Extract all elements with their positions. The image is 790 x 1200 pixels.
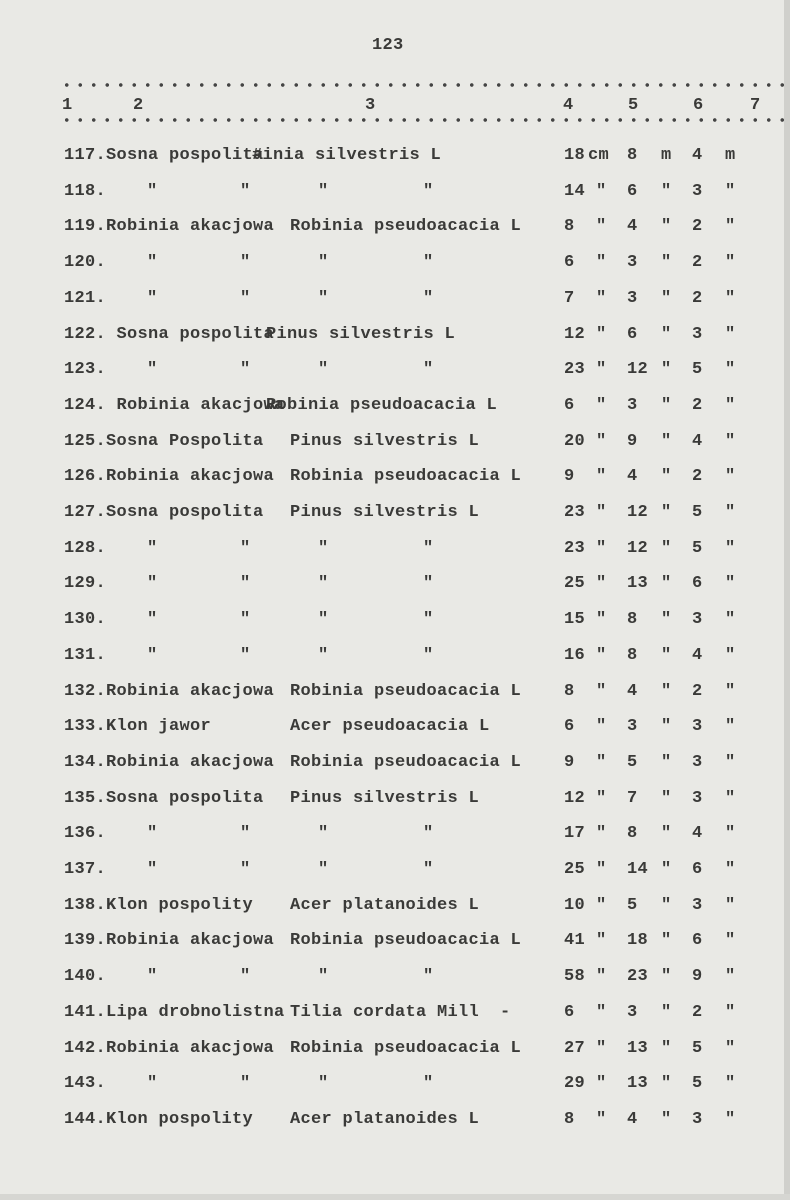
unit-mark: "	[725, 1109, 736, 1129]
value-col-5: 5	[627, 895, 638, 915]
ditto-mark: "	[423, 574, 434, 594]
ditto-mark: "	[318, 574, 329, 594]
unit-mark: m	[661, 146, 672, 165]
value-col-5: 23	[627, 967, 649, 987]
page-bottom-edge	[0, 1194, 790, 1200]
unit-mark: "	[596, 681, 607, 701]
unit-mark: "	[661, 931, 672, 951]
unit-mark: "	[661, 467, 672, 487]
row-number: 142.	[64, 1038, 107, 1058]
polish-name: Sosna pospolita	[106, 324, 275, 344]
ditto-mark: "	[240, 288, 251, 308]
value-col-4: 6	[564, 717, 575, 737]
ditto-mark: "	[147, 360, 158, 380]
row-number: 141.	[64, 1002, 107, 1022]
unit-mark: "	[596, 788, 607, 808]
ditto-mark: "	[423, 860, 434, 879]
value-col-5: 13	[627, 574, 649, 594]
unit-mark: "	[596, 860, 607, 879]
ditto-mark: "	[423, 538, 434, 558]
ditto-mark: "	[240, 860, 251, 879]
unit-mark: "	[596, 360, 607, 380]
value-col-6: 6	[692, 860, 703, 879]
unit-mark: "	[596, 895, 607, 915]
value-col-6: 3	[692, 717, 703, 737]
value-col-6: 3	[692, 788, 703, 808]
ditto-mark: "	[318, 824, 329, 844]
unit-mark: "	[725, 360, 736, 380]
page-number: 123	[372, 36, 404, 55]
latin-name: Pinus silvestris L	[266, 324, 456, 344]
unit-mark: "	[725, 788, 736, 808]
row-number: 136.	[64, 824, 107, 844]
polish-name: Robinia akacjowa	[106, 752, 275, 772]
unit-mark: "	[596, 645, 607, 665]
value-col-6: 3	[692, 1109, 703, 1129]
value-col-4: 9	[564, 467, 575, 487]
value-col-4: 18	[564, 146, 586, 165]
unit-mark: "	[725, 503, 736, 522]
page-edge	[784, 0, 790, 1200]
ditto-mark: "	[147, 610, 158, 630]
row-number: 122.	[64, 324, 107, 344]
unit-mark: "	[725, 538, 736, 558]
column-header-4: 4	[563, 96, 574, 115]
ditto-mark: "	[147, 824, 158, 844]
ditto-mark: "	[147, 288, 158, 308]
value-col-4: 27	[564, 1038, 586, 1058]
value-col-6: 2	[692, 395, 703, 415]
latin-name: Robinia pseudoacacia L	[266, 395, 498, 415]
value-col-5: 12	[627, 360, 649, 380]
ditto-mark: "	[318, 181, 329, 201]
column-header-5: 5	[628, 96, 639, 115]
value-col-6: 5	[692, 360, 703, 380]
value-col-4: 8	[564, 217, 575, 237]
unit-mark: "	[596, 538, 607, 558]
polish-name: Robinia akacjowa	[106, 217, 275, 237]
value-col-4: 23	[564, 360, 586, 380]
latin-name: Robinia pseudoacacia L	[290, 681, 522, 701]
ditto-mark: "	[240, 967, 251, 987]
value-col-6: 5	[692, 1074, 703, 1094]
latin-name: Pinus silvestris L	[290, 788, 480, 808]
value-col-6: 4	[692, 146, 703, 165]
ditto-mark: "	[240, 538, 251, 558]
unit-mark: "	[661, 538, 672, 558]
polish-name: Lipa drobnolistna	[106, 1002, 285, 1022]
latin-name: Acer pseudoacacia L	[290, 717, 490, 737]
ditto-mark: "	[240, 824, 251, 844]
value-col-4: 25	[564, 860, 586, 879]
row-number: 143.	[64, 1074, 107, 1094]
value-col-5: 13	[627, 1074, 649, 1094]
row-number: 135.	[64, 788, 107, 808]
column-header-2: 2	[133, 96, 144, 115]
value-col-4: 8	[564, 681, 575, 701]
value-col-5: 3	[627, 253, 638, 273]
unit-mark: "	[596, 181, 607, 201]
unit-mark: "	[725, 181, 736, 201]
unit-mark: "	[725, 752, 736, 772]
unit-mark: "	[596, 931, 607, 951]
unit-mark: "	[725, 895, 736, 915]
unit-mark: "	[725, 681, 736, 701]
value-col-5: 12	[627, 538, 649, 558]
value-col-6: 2	[692, 217, 703, 237]
unit-mark: "	[661, 503, 672, 522]
value-col-4: 12	[564, 788, 586, 808]
latin-name: #inia silvestris L	[252, 146, 442, 165]
value-col-4: 29	[564, 1074, 586, 1094]
value-col-5: 14	[627, 860, 649, 879]
value-col-4: 12	[564, 324, 586, 344]
value-col-6: 5	[692, 503, 703, 522]
value-col-6: 6	[692, 574, 703, 594]
value-col-5: 8	[627, 610, 638, 630]
unit-mark: "	[725, 824, 736, 844]
unit-mark: "	[661, 1038, 672, 1058]
value-col-4: 25	[564, 574, 586, 594]
ditto-mark: "	[240, 610, 251, 630]
value-col-5: 18	[627, 931, 649, 951]
ditto-mark: "	[147, 967, 158, 987]
value-col-6: 3	[692, 324, 703, 344]
unit-mark: "	[661, 574, 672, 594]
ditto-mark: "	[147, 253, 158, 273]
latin-name: Robinia pseudoacacia L	[290, 217, 522, 237]
row-number: 117.	[64, 146, 107, 165]
value-col-5: 3	[627, 288, 638, 308]
dotted-rule-bottom	[60, 118, 785, 122]
value-col-4: 17	[564, 824, 586, 844]
value-col-5: 12	[627, 503, 649, 522]
unit-mark: "	[725, 253, 736, 273]
value-col-5: 7	[627, 788, 638, 808]
latin-name: Acer platanoides L	[290, 895, 480, 915]
latin-name: Robinia pseudoacacia L	[290, 1038, 522, 1058]
unit-mark: "	[596, 431, 607, 451]
polish-name: Robinia akacjowa	[106, 681, 275, 701]
unit-mark: "	[725, 431, 736, 451]
polish-name: Robinia akacjowa	[106, 467, 275, 487]
ditto-mark: "	[318, 1074, 329, 1094]
value-col-6: 4	[692, 431, 703, 451]
value-col-5: 8	[627, 146, 638, 165]
ditto-mark: "	[240, 1074, 251, 1094]
unit-mark: "	[725, 931, 736, 951]
unit-mark: "	[725, 610, 736, 630]
ditto-mark: "	[318, 610, 329, 630]
unit-mark: "	[661, 967, 672, 987]
unit-mark: "	[661, 324, 672, 344]
value-col-6: 5	[692, 538, 703, 558]
ditto-mark: "	[318, 645, 329, 665]
value-col-4: 6	[564, 1002, 575, 1022]
unit-mark: "	[725, 967, 736, 987]
polish-name: Sosna pospolita	[106, 146, 264, 165]
unit-mark: "	[661, 431, 672, 451]
row-number: 119.	[64, 217, 107, 237]
unit-mark: "	[725, 1074, 736, 1094]
unit-mark: "	[596, 1002, 607, 1022]
ditto-mark: "	[423, 360, 434, 380]
latin-name: Pinus silvestris L	[290, 503, 480, 522]
unit-mark: "	[661, 395, 672, 415]
value-col-4: 15	[564, 610, 586, 630]
value-col-5: 4	[627, 1109, 638, 1129]
value-col-4: 9	[564, 752, 575, 772]
row-number: 144.	[64, 1109, 107, 1129]
row-number: 127.	[64, 503, 107, 522]
unit-mark: "	[661, 895, 672, 915]
value-col-4: 8	[564, 1109, 575, 1129]
unit-mark: "	[661, 860, 672, 879]
polish-name: Sosna pospolita	[106, 503, 264, 522]
row-number: 120.	[64, 253, 107, 273]
row-number: 126.	[64, 467, 107, 487]
unit-mark: "	[725, 645, 736, 665]
unit-mark: "	[725, 467, 736, 487]
ditto-mark: "	[318, 288, 329, 308]
value-col-4: 6	[564, 253, 575, 273]
polish-name: Klon pospolity	[106, 1109, 254, 1129]
row-number: 124.	[64, 395, 107, 415]
ditto-mark: "	[147, 860, 158, 879]
unit-mark: "	[596, 503, 607, 522]
value-col-5: 13	[627, 1038, 649, 1058]
ditto-mark: "	[423, 645, 434, 665]
latin-name: Tilia cordata Mill -	[290, 1002, 511, 1022]
unit-mark: "	[596, 717, 607, 737]
unit-mark: "	[596, 395, 607, 415]
unit-mark: "	[725, 217, 736, 237]
unit-mark: "	[661, 752, 672, 772]
ditto-mark: "	[423, 967, 434, 987]
value-col-4: 23	[564, 538, 586, 558]
unit-mark: cm	[588, 146, 610, 165]
value-col-6: 3	[692, 752, 703, 772]
unit-mark: "	[596, 610, 607, 630]
unit-mark: "	[596, 253, 607, 273]
unit-mark: "	[596, 217, 607, 237]
unit-mark: "	[596, 324, 607, 344]
unit-mark: "	[596, 752, 607, 772]
unit-mark: "	[661, 610, 672, 630]
value-col-5: 5	[627, 752, 638, 772]
unit-mark: "	[661, 645, 672, 665]
ditto-mark: "	[423, 288, 434, 308]
row-number: 132.	[64, 681, 107, 701]
value-col-6: 2	[692, 1002, 703, 1022]
value-col-6: 2	[692, 681, 703, 701]
unit-mark: "	[596, 967, 607, 987]
unit-mark: "	[596, 1074, 607, 1094]
polish-name: Robinia akacjowa	[106, 395, 285, 415]
row-number: 118.	[64, 181, 107, 201]
ditto-mark: "	[147, 1074, 158, 1094]
ditto-mark: "	[240, 574, 251, 594]
unit-mark: "	[596, 824, 607, 844]
ditto-mark: "	[423, 824, 434, 844]
dotted-rule-top	[60, 83, 785, 87]
value-col-6: 2	[692, 467, 703, 487]
row-number: 130.	[64, 610, 107, 630]
unit-mark: "	[725, 288, 736, 308]
unit-mark: "	[661, 1074, 672, 1094]
polish-name: Robinia akacjowa	[106, 1038, 275, 1058]
value-col-6: 2	[692, 288, 703, 308]
value-col-6: 6	[692, 931, 703, 951]
row-number: 129.	[64, 574, 107, 594]
latin-name: Robinia pseudoacacia L	[290, 752, 522, 772]
row-number: 139.	[64, 931, 107, 951]
ditto-mark: "	[318, 860, 329, 879]
ditto-mark: "	[240, 645, 251, 665]
unit-mark: "	[661, 217, 672, 237]
unit-mark: "	[725, 1038, 736, 1058]
value-col-6: 3	[692, 181, 703, 201]
unit-mark: "	[596, 1038, 607, 1058]
row-number: 133.	[64, 717, 107, 737]
unit-mark: m	[725, 146, 736, 165]
value-col-4: 7	[564, 288, 575, 308]
unit-mark: "	[725, 324, 736, 344]
ditto-mark: "	[423, 1074, 434, 1094]
unit-mark: "	[725, 574, 736, 594]
polish-name: Robinia akacjowa	[106, 931, 275, 951]
row-number: 128.	[64, 538, 107, 558]
ditto-mark: "	[147, 181, 158, 201]
value-col-6: 4	[692, 824, 703, 844]
ditto-mark: "	[318, 967, 329, 987]
unit-mark: "	[661, 181, 672, 201]
polish-name: Sosna pospolita	[106, 788, 264, 808]
polish-name: Klon jawor	[106, 717, 212, 737]
ditto-mark: "	[423, 253, 434, 273]
value-col-5: 8	[627, 824, 638, 844]
value-col-5: 8	[627, 645, 638, 665]
value-col-5: 3	[627, 1002, 638, 1022]
value-col-5: 3	[627, 717, 638, 737]
ditto-mark: "	[240, 360, 251, 380]
unit-mark: "	[596, 574, 607, 594]
unit-mark: "	[661, 717, 672, 737]
row-number: 131.	[64, 645, 107, 665]
unit-mark: "	[661, 360, 672, 380]
unit-mark: "	[661, 1002, 672, 1022]
ditto-mark: "	[423, 610, 434, 630]
ditto-mark: "	[147, 574, 158, 594]
column-header-1: 1	[62, 96, 73, 115]
unit-mark: "	[725, 1002, 736, 1022]
column-header-3: 3	[365, 96, 376, 115]
value-col-6: 9	[692, 967, 703, 987]
value-col-4: 41	[564, 931, 586, 951]
unit-mark: "	[596, 467, 607, 487]
latin-name: Pinus silvestris L	[290, 431, 480, 451]
ditto-mark: "	[147, 538, 158, 558]
unit-mark: "	[596, 288, 607, 308]
value-col-4: 23	[564, 503, 586, 522]
ditto-mark: "	[318, 253, 329, 273]
ditto-mark: "	[318, 360, 329, 380]
unit-mark: "	[661, 788, 672, 808]
value-col-4: 58	[564, 967, 586, 987]
ditto-mark: "	[423, 181, 434, 201]
value-col-6: 4	[692, 645, 703, 665]
value-col-6: 5	[692, 1038, 703, 1058]
value-col-4: 14	[564, 181, 586, 201]
latin-name: Robinia pseudoacacia L	[290, 931, 522, 951]
row-number: 137.	[64, 860, 107, 879]
value-col-5: 4	[627, 467, 638, 487]
value-col-4: 20	[564, 431, 586, 451]
unit-mark: "	[725, 717, 736, 737]
row-number: 125.	[64, 431, 107, 451]
value-col-6: 3	[692, 895, 703, 915]
value-col-6: 2	[692, 253, 703, 273]
row-number: 140.	[64, 967, 107, 987]
unit-mark: "	[725, 860, 736, 879]
column-header-6: 6	[693, 96, 704, 115]
column-header-7: 7	[750, 96, 761, 115]
value-col-5: 9	[627, 431, 638, 451]
unit-mark: "	[725, 395, 736, 415]
value-col-5: 4	[627, 217, 638, 237]
ditto-mark: "	[147, 645, 158, 665]
value-col-5: 6	[627, 324, 638, 344]
row-number: 134.	[64, 752, 107, 772]
unit-mark: "	[661, 1109, 672, 1129]
polish-name: Sosna Pospolita	[106, 431, 264, 451]
unit-mark: "	[661, 288, 672, 308]
unit-mark: "	[596, 1109, 607, 1129]
value-col-5: 6	[627, 181, 638, 201]
row-number: 123.	[64, 360, 107, 380]
value-col-5: 4	[627, 681, 638, 701]
value-col-4: 6	[564, 395, 575, 415]
latin-name: Robinia pseudoacacia L	[290, 467, 522, 487]
latin-name: Acer platanoides L	[290, 1109, 480, 1129]
value-col-4: 16	[564, 645, 586, 665]
unit-mark: "	[661, 681, 672, 701]
unit-mark: "	[661, 824, 672, 844]
value-col-4: 10	[564, 895, 586, 915]
ditto-mark: "	[318, 538, 329, 558]
polish-name: Klon pospolity	[106, 895, 254, 915]
unit-mark: "	[661, 253, 672, 273]
ditto-mark: "	[240, 181, 251, 201]
value-col-6: 3	[692, 610, 703, 630]
row-number: 138.	[64, 895, 107, 915]
value-col-5: 3	[627, 395, 638, 415]
row-number: 121.	[64, 288, 107, 308]
ditto-mark: "	[240, 253, 251, 273]
